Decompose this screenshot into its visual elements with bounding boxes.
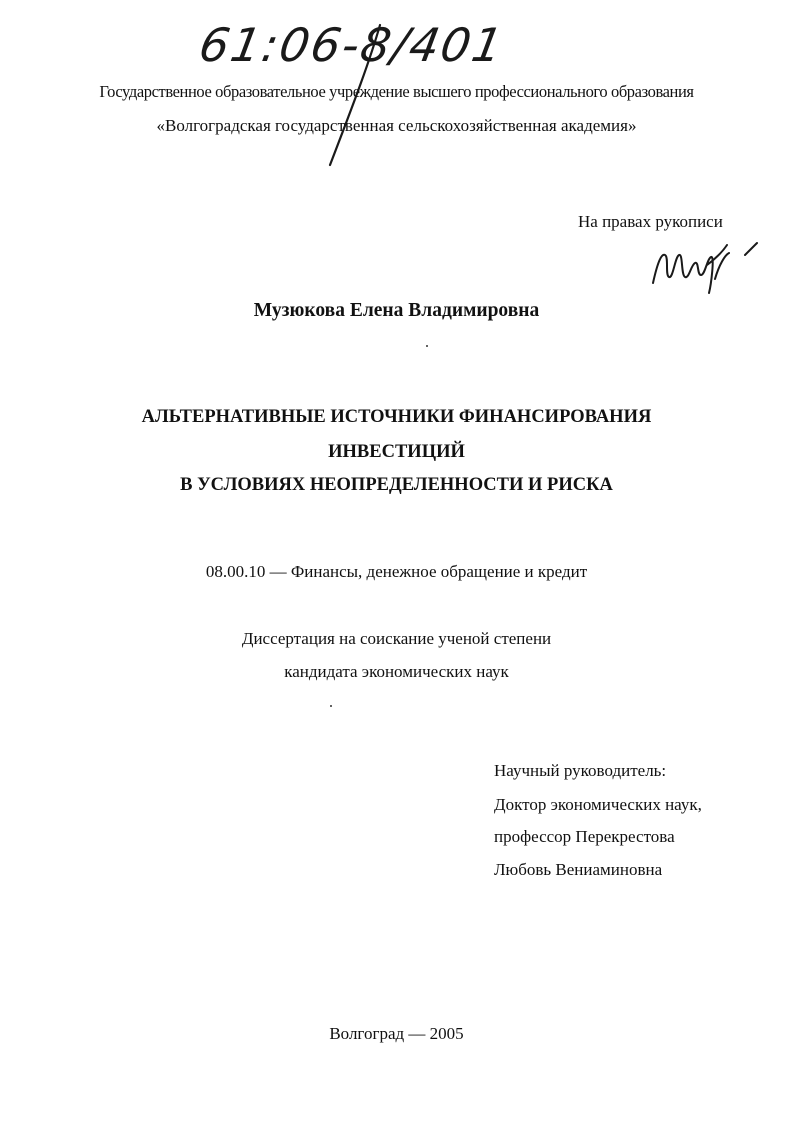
dissertation-title-line-3: В УСЛОВИЯХ НЕОПРЕДЕЛЕННОСТИ И РИСКА [180, 475, 613, 495]
city-year: Волгоград — 2005 [329, 1024, 464, 1043]
signature-handwritten [645, 235, 765, 295]
specialty-code: 08.00.10 — Финансы, денежное обращение и кредит [205, 562, 588, 581]
institution-line-1: Государственное образовательное учреждение высшего профессионального образования [99, 82, 694, 101]
advisor-given-names: Любовь Вениаминовна [494, 860, 663, 879]
archive-code-handwritten: 61:06-8/401 [195, 18, 509, 72]
advisor-title-surname: профессор Перекрестова [494, 827, 675, 846]
degree-line-1: Диссертация на соискание ученой степени [241, 629, 552, 648]
advisor-heading: Научный руководитель: [494, 761, 667, 780]
dissertation-title-line-1: АЛЬТЕРНАТИВНЫЕ ИСТОЧНИКИ ФИНАНСИРОВАНИЯ [141, 407, 652, 427]
scan-speck [330, 705, 332, 707]
dissertation-title-line-2: ИНВЕСТИЦИЙ [328, 442, 465, 462]
author-name: Музюкова Елена Владимировна [253, 300, 540, 321]
rights-note: На правах рукописи [578, 212, 723, 231]
degree-line-2: кандидата экономических наук [284, 662, 509, 681]
scan-speck [426, 345, 428, 347]
advisor-degree: Доктор экономических наук, [494, 795, 702, 814]
institution-line-2: «Волгоградская государственная сельскохозяйственная академия» [156, 116, 637, 135]
